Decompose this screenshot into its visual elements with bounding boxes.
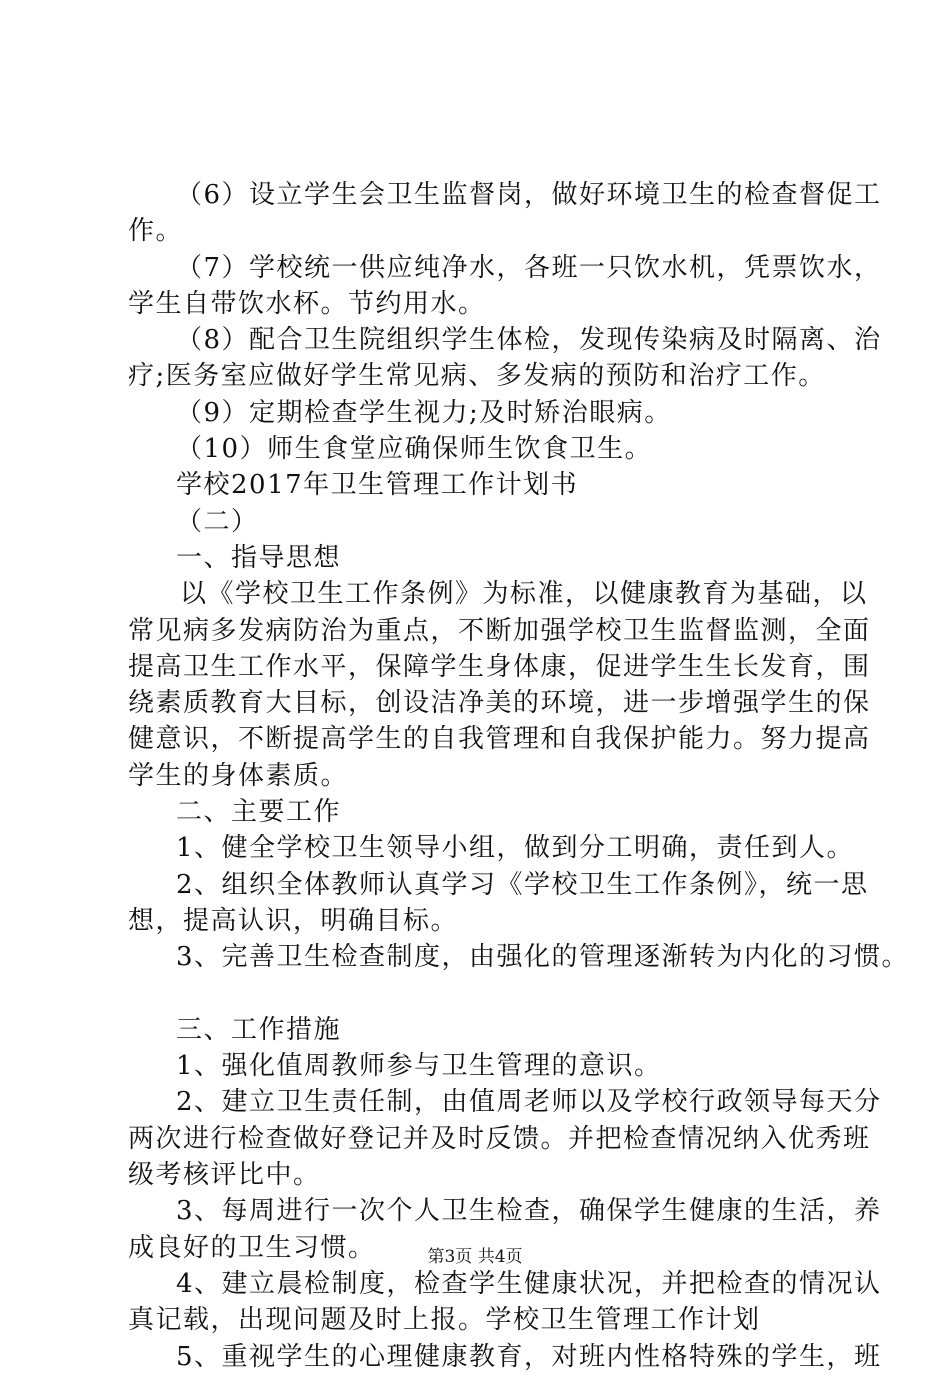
- measure-item-2-line-3: 级考核评比中。: [128, 1160, 321, 1191]
- page-footer: 第3页 共4页: [427, 1247, 523, 1267]
- section-heading-measures: 三、工作措施: [176, 1014, 342, 1045]
- guiding-thought-line-5: 健意识，不断提高学生的自我管理和自我保护能力。努力提高: [128, 724, 871, 755]
- measure-item-3-line-2: 成良好的卫生习惯。: [128, 1232, 376, 1263]
- guiding-thought-line-2: 常见病多发病防治为重点，不断加强学校卫生监督监测，全面: [128, 615, 871, 646]
- item-6-line-1: （6）设立学生会卫生监督岗，做好环境卫生的检查督促工: [176, 180, 882, 210]
- guiding-thought-line-4: 绕素质教育大目标，创设洁净美的环境，进一步增强学生的保: [128, 688, 871, 719]
- item-10-line: （10）师生食堂应确保师生饮食卫生。: [176, 434, 653, 465]
- measure-item-2-line-2: 两次进行检查做好登记并及时反馈。并把检查情况纳入优秀班: [128, 1123, 871, 1154]
- measure-item-2-line-1: 2、建立卫生责任制，由值周老师以及学校行政领导每天分: [176, 1087, 882, 1118]
- measure-item-4-line-2: 真记载，出现问题及时上报。学校卫生管理工作计划: [128, 1305, 761, 1336]
- part-two-label: （二）: [176, 506, 259, 537]
- guiding-thought-line-1: 以《学校卫生工作条例》为标准，以健康教育为基础，以: [180, 579, 868, 610]
- item-9-line: （9）定期检查学生视力;及时矫治眼病。: [176, 397, 672, 428]
- document-body: [128, 177, 910, 1375]
- measure-item-3-line-1: 3、每周进行一次个人卫生检查，确保学生健康的生活，养: [176, 1196, 882, 1227]
- measure-item-1: 1、强化值周教师参与卫生管理的意识。: [176, 1051, 662, 1082]
- item-8-line-2: 疗;医务室应做好学生常见病、多发病的预防和治疗工作。: [128, 361, 826, 392]
- section-heading-main-work: 二、主要工作: [176, 797, 342, 828]
- item-7-line-1: （7）学校统一供应纯净水，各班一只饮水机，凭票饮水，: [176, 252, 882, 283]
- guiding-thought-line-6: 学生的身体素质。: [128, 760, 349, 791]
- measure-item-4-line-1: 4、建立晨检制度，检查学生健康状况，并把检查的情况认: [176, 1268, 882, 1299]
- blank-line: [128, 976, 840, 1012]
- measure-item-5-line-1: 5、重视学生的心理健康教育，对班内性格特殊的学生，班: [176, 1341, 882, 1372]
- main-work-item-3: 3、完善卫生检查制度，由强化的管理逐渐转为内化的习惯。: [176, 942, 910, 973]
- section-heading-guiding-thought: 一、指导思想: [176, 542, 342, 573]
- item-6-line-2: 作。: [128, 216, 184, 247]
- item-8-line-1: （8）配合卫生院组织学生体检，发现传染病及时隔离、治: [176, 325, 882, 356]
- item-7-line-2: 学生自带饮水杯。节约用水。: [128, 288, 486, 319]
- main-work-item-1: 1、健全学校卫生领导小组，做到分工明确，责任到人。: [176, 833, 855, 864]
- main-work-item-2-line-2: 想，提高认识，明确目标。: [128, 905, 459, 936]
- main-work-item-2-line-1: 2、组织全体教师认真学习《学校卫生工作条例》，统一思: [176, 869, 869, 900]
- plan-title: 学校2017年卫生管理工作计划书: [176, 470, 579, 501]
- guiding-thought-line-3: 提高卫生工作水平，保障学生身体康，促进学生生长发育，围: [128, 651, 871, 682]
